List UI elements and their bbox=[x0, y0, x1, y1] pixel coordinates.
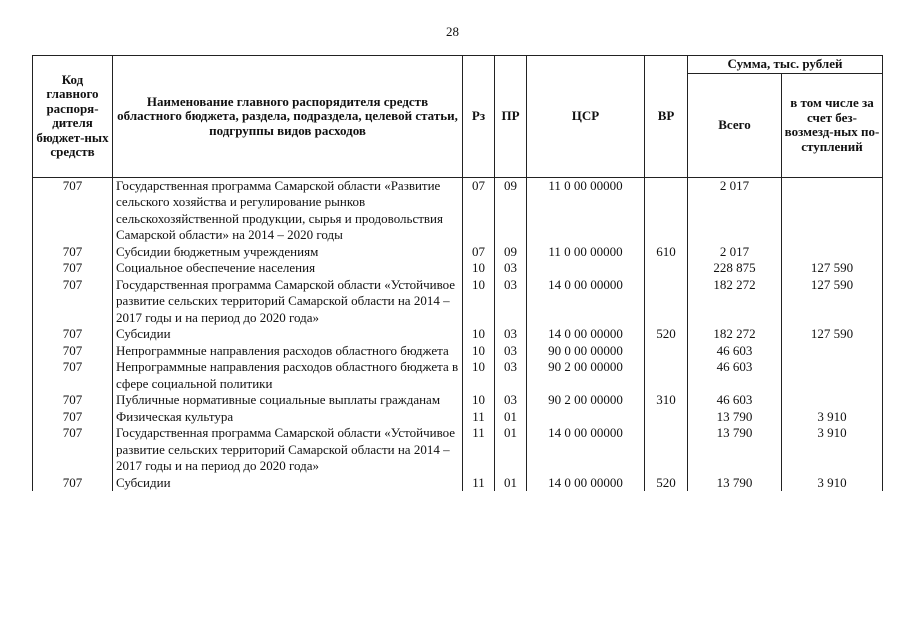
cell-vr bbox=[645, 425, 688, 475]
cell-name: Публичные нормативные социальные выплаты гражданам bbox=[113, 392, 463, 409]
cell-name: Государственная программа Самарской области «Устойчивое развитие сельских территорий Самарской области на 2014 – 2017 годы и на период до 2020 года» bbox=[113, 277, 463, 327]
cell-code: 707 bbox=[33, 244, 113, 261]
cell-gratuitous: 127 590 bbox=[782, 277, 883, 327]
cell-pr: 03 bbox=[495, 343, 527, 360]
cell-vr bbox=[645, 359, 688, 392]
cell-rz: 07 bbox=[463, 244, 495, 261]
table-row bbox=[33, 359, 883, 392]
cell-gratuitous: 3 910 bbox=[782, 475, 883, 492]
cell-code: 707 bbox=[33, 260, 113, 277]
cell-name: Непрограммные направления расходов областного бюджета bbox=[113, 343, 463, 360]
cell-total: 13 790 bbox=[688, 475, 782, 492]
cell-name: Физическая культура bbox=[113, 409, 463, 426]
cell-total: 2 017 bbox=[688, 244, 782, 261]
header-pr: ПР bbox=[495, 56, 527, 178]
cell-gratuitous bbox=[782, 359, 883, 392]
cell-rz: 10 bbox=[463, 260, 495, 277]
cell-gratuitous: 127 590 bbox=[782, 260, 883, 277]
cell-vr bbox=[645, 409, 688, 426]
cell-csr: 11 0 00 00000 bbox=[527, 177, 645, 244]
header-rz: Рз bbox=[463, 56, 495, 178]
cell-vr bbox=[645, 277, 688, 327]
cell-rz: 11 bbox=[463, 475, 495, 492]
cell-total: 46 603 bbox=[688, 392, 782, 409]
cell-total: 182 272 bbox=[688, 326, 782, 343]
table-row bbox=[33, 260, 883, 277]
cell-pr: 01 bbox=[495, 409, 527, 426]
cell-pr: 03 bbox=[495, 392, 527, 409]
cell-csr: 90 0 00 00000 bbox=[527, 343, 645, 360]
cell-rz: 10 bbox=[463, 343, 495, 360]
cell-code: 707 bbox=[33, 277, 113, 327]
cell-name: Субсидии бюджетным учреждениям bbox=[113, 244, 463, 261]
cell-pr: 03 bbox=[495, 277, 527, 327]
cell-gratuitous bbox=[782, 392, 883, 409]
cell-total: 13 790 bbox=[688, 425, 782, 475]
cell-csr: 14 0 00 00000 bbox=[527, 277, 645, 327]
cell-gratuitous bbox=[782, 244, 883, 261]
table-row bbox=[33, 326, 883, 343]
cell-csr: 90 2 00 00000 bbox=[527, 359, 645, 392]
cell-pr: 01 bbox=[495, 475, 527, 492]
cell-name: Субсидии bbox=[113, 475, 463, 492]
cell-pr: 03 bbox=[495, 326, 527, 343]
cell-code: 707 bbox=[33, 177, 113, 244]
cell-csr: 14 0 00 00000 bbox=[527, 326, 645, 343]
cell-csr: 14 0 00 00000 bbox=[527, 425, 645, 475]
header-name: Наименование главного распорядителя средств областного бюджета, раздела, подраздела, целевой статьи, подгруппы видов расходов bbox=[113, 56, 463, 178]
cell-rz: 10 bbox=[463, 392, 495, 409]
cell-code: 707 bbox=[33, 409, 113, 426]
cell-code: 707 bbox=[33, 425, 113, 475]
page-number: 28 bbox=[446, 24, 459, 39]
cell-name: Непрограммные направления расходов областного бюджета в сфере социальной политики bbox=[113, 359, 463, 392]
table-row bbox=[33, 277, 883, 327]
budget-table bbox=[32, 55, 883, 491]
cell-csr: 11 0 00 00000 bbox=[527, 244, 645, 261]
cell-rz: 10 bbox=[463, 359, 495, 392]
cell-csr bbox=[527, 260, 645, 277]
header-gratuitous: в том числе за счет без-возмезд-ных по-ступлений bbox=[782, 73, 883, 177]
table-row bbox=[33, 392, 883, 409]
cell-total: 46 603 bbox=[688, 359, 782, 392]
header-total: Всего bbox=[688, 73, 782, 177]
cell-pr: 09 bbox=[495, 177, 527, 244]
table-row bbox=[33, 244, 883, 261]
cell-vr: 520 bbox=[645, 326, 688, 343]
cell-pr: 03 bbox=[495, 260, 527, 277]
cell-total: 182 272 bbox=[688, 277, 782, 327]
cell-rz: 07 bbox=[463, 177, 495, 244]
cell-csr bbox=[527, 409, 645, 426]
table-row bbox=[33, 425, 883, 475]
cell-rz: 11 bbox=[463, 409, 495, 426]
table-row bbox=[33, 409, 883, 426]
cell-total: 46 603 bbox=[688, 343, 782, 360]
table-row bbox=[33, 343, 883, 360]
cell-gratuitous: 3 910 bbox=[782, 409, 883, 426]
cell-vr bbox=[645, 343, 688, 360]
cell-csr: 90 2 00 00000 bbox=[527, 392, 645, 409]
cell-code: 707 bbox=[33, 359, 113, 392]
cell-pr: 09 bbox=[495, 244, 527, 261]
cell-vr: 610 bbox=[645, 244, 688, 261]
cell-rz: 11 bbox=[463, 425, 495, 475]
cell-name: Субсидии bbox=[113, 326, 463, 343]
cell-name: Государственная программа Самарской области «Устойчивое развитие сельских территорий Самарской области на 2014 – 2017 годы и на период до 2020 года» bbox=[113, 425, 463, 475]
cell-name: Социальное обеспечение населения bbox=[113, 260, 463, 277]
cell-gratuitous bbox=[782, 343, 883, 360]
table-row bbox=[33, 475, 883, 492]
header-csr: ЦСР bbox=[527, 56, 645, 178]
cell-vr: 310 bbox=[645, 392, 688, 409]
cell-pr: 01 bbox=[495, 425, 527, 475]
cell-code: 707 bbox=[33, 475, 113, 492]
header-sum: Сумма, тыс. рублей bbox=[688, 56, 883, 74]
cell-vr bbox=[645, 260, 688, 277]
table-row bbox=[33, 177, 883, 244]
cell-code: 707 bbox=[33, 326, 113, 343]
cell-rz: 10 bbox=[463, 326, 495, 343]
cell-pr: 03 bbox=[495, 359, 527, 392]
cell-vr bbox=[645, 177, 688, 244]
cell-total: 13 790 bbox=[688, 409, 782, 426]
header-code: Код главного распоря-дителя бюджет-ных средств bbox=[33, 56, 113, 178]
cell-code: 707 bbox=[33, 343, 113, 360]
cell-code: 707 bbox=[33, 392, 113, 409]
cell-gratuitous: 3 910 bbox=[782, 425, 883, 475]
cell-total: 228 875 bbox=[688, 260, 782, 277]
cell-gratuitous: 127 590 bbox=[782, 326, 883, 343]
cell-name: Государственная программа Самарской области «Развитие сельского хозяйства и регулирование рынков сельскохозяйственной продукции, сырья и продовольствия Самарской области» на 2014 – 2020 годы bbox=[113, 177, 463, 244]
cell-total: 2 017 bbox=[688, 177, 782, 244]
cell-gratuitous bbox=[782, 177, 883, 244]
cell-csr: 14 0 00 00000 bbox=[527, 475, 645, 492]
cell-rz: 10 bbox=[463, 277, 495, 327]
cell-vr: 520 bbox=[645, 475, 688, 492]
header-vr: ВР bbox=[645, 56, 688, 178]
